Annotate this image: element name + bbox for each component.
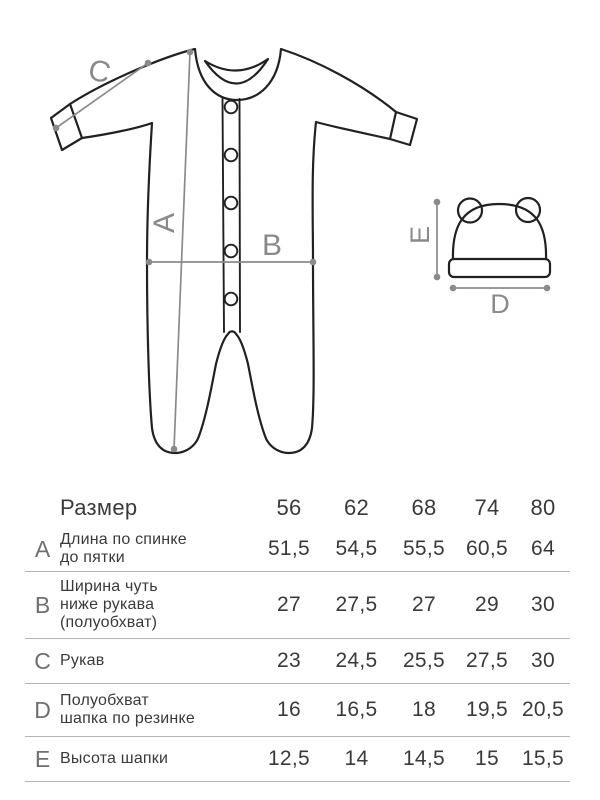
size-header-label: Размер — [60, 495, 138, 520]
size-62: 62 — [343, 495, 370, 520]
row-value: 51,5 — [267, 537, 311, 560]
row-value: 60,5 — [465, 537, 509, 560]
row-value: 20,5 — [521, 698, 565, 721]
size-table — [25, 489, 570, 782]
row-value: 54,5 — [335, 537, 378, 560]
row-value: 25,5 — [402, 649, 446, 672]
size-56: 56 — [276, 495, 302, 520]
measure-e — [405, 199, 440, 281]
hat-drawing — [449, 198, 550, 277]
row-value: 29 — [475, 593, 499, 616]
measure-dot — [145, 60, 152, 67]
row-value: 30 — [531, 593, 555, 616]
measure-dot — [53, 125, 60, 132]
row-name: Высота шапки — [60, 750, 169, 767]
table-row — [25, 527, 570, 572]
measure-dot — [146, 259, 153, 266]
measure-label-d: D — [490, 289, 510, 319]
row-name: Длина по спинке до пятки — [60, 531, 187, 566]
row-value: 24,5 — [335, 649, 378, 672]
measure-dot — [310, 259, 317, 266]
row-name: Рукав — [60, 652, 105, 669]
snap-button — [225, 101, 238, 114]
row-value: 15,5 — [521, 747, 565, 770]
table-row — [25, 639, 570, 684]
row-name: Ширина чуть ниже рукава (полуобхват) — [60, 578, 158, 631]
size-74: 74 — [474, 495, 500, 520]
row-value: 27,5 — [465, 649, 509, 672]
row-letter: C — [34, 647, 51, 674]
measure-dot — [450, 285, 457, 292]
row-letter: A — [34, 535, 51, 562]
row-value: 18 — [412, 698, 436, 721]
hat-dome — [453, 204, 546, 260]
measure-label-b: B — [261, 229, 283, 262]
row-value: 14,5 — [402, 747, 446, 770]
measure-d — [450, 285, 551, 319]
row-value: 27,5 — [335, 593, 378, 616]
measure-dot — [434, 199, 441, 206]
size-68: 68 — [411, 495, 437, 520]
table-row — [25, 737, 570, 782]
row-value: 16 — [277, 698, 301, 721]
row-value: 27 — [277, 593, 301, 616]
onesie-drawing — [51, 49, 417, 453]
row-name: Полуобхват шапка по резинке — [60, 692, 195, 727]
row-value: 12,5 — [267, 747, 311, 770]
measure-label-e: E — [405, 225, 435, 245]
row-value: 15 — [475, 747, 499, 770]
measure-dot — [434, 274, 441, 281]
row-value: 14 — [344, 747, 369, 770]
snap-button — [225, 293, 238, 306]
row-value: 55,5 — [402, 537, 446, 560]
row-value: 64 — [531, 537, 555, 560]
row-letter: B — [34, 591, 51, 618]
table-row — [25, 684, 570, 737]
row-value: 30 — [531, 649, 555, 672]
placket-right-edge — [240, 99, 241, 332]
measure-label-c: C — [84, 53, 114, 91]
hat-band — [449, 259, 550, 277]
row-value: 23 — [277, 649, 301, 672]
measure-label-a: A — [148, 212, 181, 234]
measure-dot — [544, 285, 551, 292]
measure-dot — [171, 446, 178, 453]
collar-band — [205, 59, 268, 84]
snap-button — [225, 197, 238, 210]
snap-button — [225, 245, 238, 258]
measure-dot — [187, 49, 194, 56]
row-letter: E — [34, 745, 51, 772]
size-table-header — [25, 489, 570, 527]
row-value: 16,5 — [335, 698, 378, 721]
size-80: 80 — [530, 495, 556, 520]
table-row — [25, 572, 570, 639]
row-letter: D — [34, 696, 51, 723]
row-value: 27 — [412, 593, 436, 616]
row-value: 19,5 — [465, 698, 509, 721]
snap-button — [225, 149, 238, 162]
